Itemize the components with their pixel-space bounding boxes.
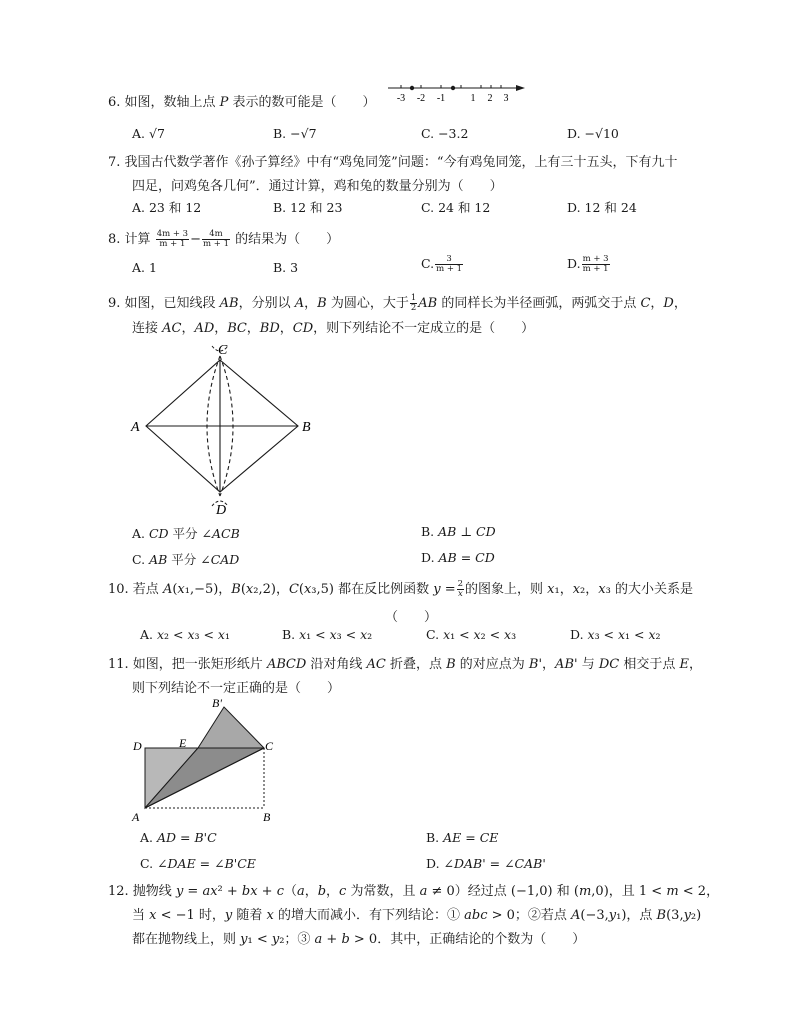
q9-option-a: A. 𝐶𝐷 平分 ∠𝐴𝐶𝐵 <box>132 526 240 541</box>
q9-option-d: D. 𝐴𝐵 = 𝐶𝐷 <box>421 550 495 565</box>
q11-option-d: D. ∠𝐷𝐴𝐵' = ∠𝐶𝐴𝐵' <box>426 856 546 871</box>
tick-label: -1 <box>436 93 446 104</box>
q11-option-a: A. 𝐴𝐷 = 𝐵'𝐶 <box>140 830 217 845</box>
number-line-arrow <box>516 85 525 91</box>
q11-line2: 则下列结论不一定正确的是（ ） <box>132 681 341 696</box>
fraction-numerator: 1 <box>410 293 417 303</box>
label-d: D <box>133 739 142 753</box>
q10-line1-b: 的图象上，则 𝑥₁，𝑥₂，𝑥₃ 的大小关系是 <box>465 582 693 597</box>
q10-option-b: B. 𝑥₁ < 𝑥₃ < 𝑥₂ <box>282 627 373 642</box>
q6-option-d: D. −√10 <box>567 126 619 141</box>
fraction-numerator: m + 3 <box>582 254 609 264</box>
q7-option-c: C. 24 和 12 <box>421 200 491 215</box>
label-c: C <box>265 739 274 753</box>
tick-label: 3 <box>503 93 509 104</box>
q10-option-d: D. 𝑥₃ < 𝑥₁ < 𝑥₂ <box>570 627 661 642</box>
fraction-numerator: 4m + 3 <box>156 229 189 239</box>
tick-label: 1 <box>470 93 476 104</box>
fraction-denominator: 2 <box>410 303 417 313</box>
q8-fraction-2 <box>202 230 230 249</box>
label-b: B <box>263 810 271 824</box>
q10-option-a: A. 𝑥₂ < 𝑥₃ < 𝑥₁ <box>140 627 230 642</box>
fraction-denominator: 𝑥 <box>457 589 463 599</box>
q8-option-b: B. 3 <box>273 260 299 275</box>
label-c: C <box>218 343 228 358</box>
q9-line1-a: 9. 如图，已知线段 𝐴𝐵，分别以 𝐴，𝐵 为圆心，大于 <box>108 296 409 311</box>
fraction-denominator: m + 1 <box>582 264 609 274</box>
label-a: A <box>131 420 140 435</box>
q9-rhombus-figure <box>128 338 323 518</box>
q10-line1 <box>108 578 693 599</box>
q7-line1: 7. 我国古代数学著作《孙子算经》中有“鸡兔同笼”问题：“今有鸡兔同笼，上有三十五头，下有九十 <box>108 155 678 170</box>
q7-option-b: B. 12 和 23 <box>273 200 343 215</box>
q8-option-d <box>567 255 611 274</box>
q12-line1: 12. 抛物线 𝑦 = 𝑎𝑥² + 𝑏𝑥 + 𝑐（𝑎，𝑏，𝑐 为常数，且 𝑎 ≠ 0）经过点 (−1,0) 和 (𝑚,0)，且 1 < 𝑚 < 2， <box>108 884 720 899</box>
q9-option-c: C. 𝐴𝐵 平分 ∠𝐶𝐴𝐷 <box>132 552 240 567</box>
label-a: A <box>132 810 140 824</box>
q8-prefix: 8. 计算 <box>108 232 151 247</box>
option-label: C. <box>421 256 435 271</box>
q6-option-b: B. −√7 <box>273 126 317 141</box>
q8-fraction-1 <box>156 230 189 249</box>
q9-half-fraction <box>410 294 417 313</box>
label-b: B <box>302 420 311 435</box>
tick-label: 2 <box>487 93 493 104</box>
q10-option-c: C. 𝑥₁ < 𝑥₂ < 𝑥₃ <box>426 627 517 642</box>
fraction-denominator: m + 1 <box>203 239 229 249</box>
fraction-denominator: m + 1 <box>436 264 463 274</box>
q10-k-fraction <box>457 580 464 599</box>
fraction-numerator: 2 <box>457 579 464 589</box>
q12-line3: 都在抛物线上，则 𝑦₁ < 𝑦₂；③ 𝑎 + 𝑏 > 0．其中，正确结论的个数为（ ） <box>132 932 586 947</box>
q11-option-b: B. 𝐴𝐸 = 𝐶𝐸 <box>426 830 499 845</box>
q8-option-c <box>421 255 464 274</box>
q12-line2: 当 𝑥 < −1 时，𝑦 随着 𝑥 的增大而减小．有下列结论：① 𝑎𝑏𝑐 > 0；②若点 𝐴(−3,𝑦₁)，点 𝐵(3,𝑦₂) <box>132 908 702 923</box>
q11-fold-figure <box>128 695 283 825</box>
fraction-numerator: 4m <box>202 230 230 240</box>
q6-stem: 6. 如图，数轴上点 𝑃 表示的数可能是（ ） <box>108 95 376 110</box>
q8-option-d-fraction <box>582 255 610 274</box>
point-dot <box>451 86 455 90</box>
q9-line2: 连接 𝐴𝐶，𝐴𝐷，𝐵𝐶，𝐵𝐷，𝐶𝐷，则下列结论不一定成立的是（ ） <box>132 321 535 336</box>
q7-option-a: A. 23 和 12 <box>132 200 202 215</box>
q10-line2: （ ） <box>385 610 438 625</box>
q11-line1: 11. 如图，把一张矩形纸片 𝐴𝐵𝐶𝐷 沿对角线 𝐴𝐶 折叠，点 𝐵 的对应点为 𝐵'，𝐴𝐵' 与 𝐷𝐶 相交于点 𝐸， <box>108 657 702 672</box>
label-d: D <box>216 503 227 518</box>
region-eb-prime-c <box>198 707 264 748</box>
tick-label: -2 <box>416 93 426 104</box>
number-line-figure <box>385 80 530 106</box>
q11-option-c: C. ∠𝐷𝐴𝐸 = ∠𝐵'𝐶𝐸 <box>140 856 256 871</box>
q6-option-a: A. √7 <box>132 126 165 141</box>
q9-option-b: B. 𝐴𝐵 ⊥ 𝐶𝐷 <box>421 524 496 539</box>
fraction-denominator: m + 1 <box>159 239 186 249</box>
point-p-dot <box>410 86 414 90</box>
q8-suffix: 的结果为（ ） <box>235 232 340 247</box>
label-e: E <box>179 736 187 750</box>
fraction-numerator: 3 <box>435 255 463 265</box>
tick-label: -3 <box>396 93 406 104</box>
q7-line2: 四足，问鸡兔各几何”．通过计算，鸡和兔的数量分别为（ ） <box>132 179 503 194</box>
q8-option-c-fraction <box>435 255 463 274</box>
q6-option-c: C. −3.2 <box>421 126 469 141</box>
q8-stem <box>108 228 339 249</box>
option-label: D. <box>567 256 581 271</box>
label-b-prime: B' <box>212 696 222 710</box>
q9-line1-b: 𝐴𝐵 的同样长为半径画弧，两弧交于点 𝐶，𝐷， <box>418 296 687 311</box>
q10-line1-a: 10. 若点 𝐴(𝑥₁,−5)，𝐵(𝑥₂,2)，𝐶(𝑥₃,5) 都在反比例函数 𝑦 = <box>108 582 456 597</box>
q7-option-d: D. 12 和 24 <box>567 200 637 215</box>
q9-line1 <box>108 292 687 313</box>
q8-option-a: A. 1 <box>132 260 157 275</box>
minus-sign: − <box>190 232 201 247</box>
